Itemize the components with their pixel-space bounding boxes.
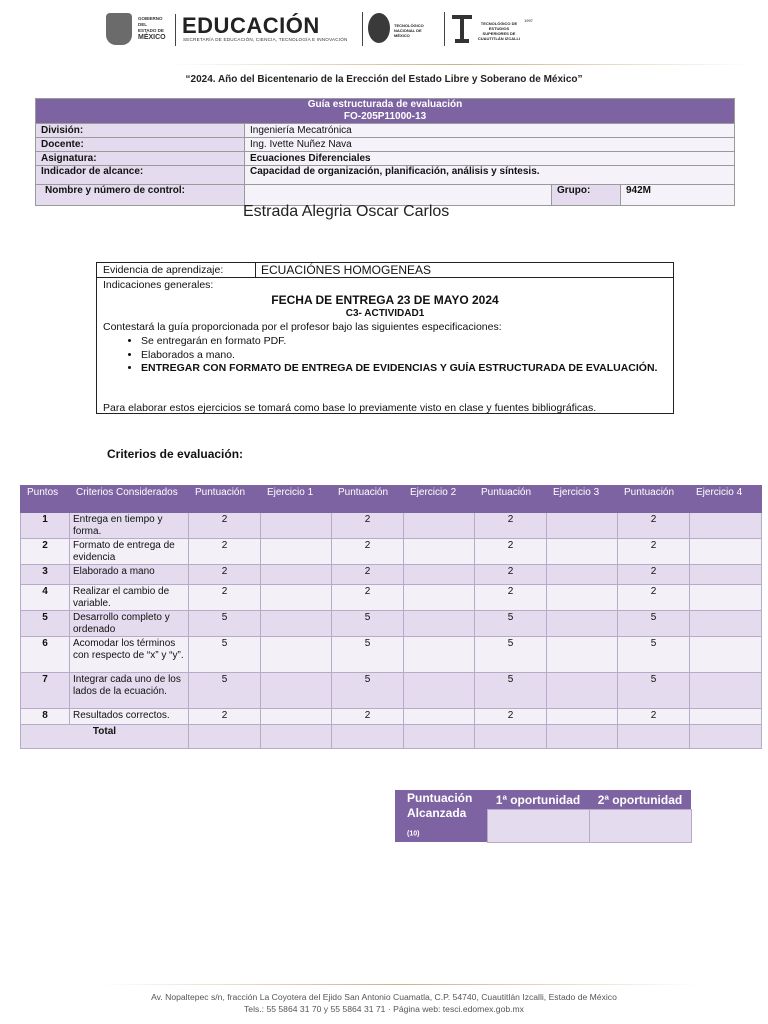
- criterion-text: Formato de entrega de evidencia: [70, 539, 189, 565]
- exercise-score-cell[interactable]: [261, 637, 332, 673]
- criterion-number: 3: [21, 565, 70, 585]
- evidence-footer: Para elaborar estos ejercicios se tomará como base lo previamente visto en clase y fuentes bibliográficas.: [103, 402, 597, 414]
- table-row: [21, 513, 762, 539]
- tecnm-label: TECNOLÓGICO NACIONAL DE MÉXICO: [394, 23, 424, 38]
- estado-line-3: MÉXICO: [138, 34, 166, 41]
- exercise-score-cell[interactable]: [547, 565, 618, 585]
- criterion-text: Entrega en tiempo y forma.: [70, 513, 189, 539]
- criterion-points: 2: [618, 565, 690, 585]
- total-row: [21, 725, 762, 749]
- criterion-text: Desarrollo completo y ordenado: [70, 611, 189, 637]
- exercise-score-cell[interactable]: [404, 585, 475, 611]
- motto: “2024. Año del Bicentenario de la Erección del Estado Libre y Soberano de México”: [185, 74, 583, 85]
- teacher-label: Docente:: [36, 138, 245, 152]
- column-header: Ejercicio 2: [404, 486, 475, 513]
- column-header: Puntuación: [475, 486, 547, 513]
- criterion-number: 8: [21, 709, 70, 725]
- exercise-score-cell[interactable]: [547, 539, 618, 565]
- education-title: EDUCACIÓN: [182, 13, 320, 38]
- score-box: [395, 790, 692, 843]
- criteria-table: [20, 485, 762, 749]
- total-cell[interactable]: [475, 725, 547, 749]
- criterion-text: Realizar el cambio de variable.: [70, 585, 189, 611]
- criterion-points: 2: [475, 565, 547, 585]
- column-header: Puntuación: [189, 486, 261, 513]
- criterion-points: 2: [332, 513, 404, 539]
- criterion-text: Acomodar los términos con respecto de “x” y “y”.: [70, 637, 189, 673]
- guide-info-table: [35, 98, 735, 206]
- total-cell[interactable]: [332, 725, 404, 749]
- column-header: Ejercicio 1: [261, 486, 332, 513]
- list-item: • ENTREGAR CON FORMATO DE ENTREGA DE EVIDENCIAS Y GUÍA ESTRUCTURADA DE EVALUACIÓN.: [141, 362, 661, 376]
- first-chance-header: 1ª oportunidad: [487, 790, 589, 810]
- exercise-score-cell[interactable]: [547, 637, 618, 673]
- criterion-points: 2: [618, 513, 690, 539]
- table-row: [21, 539, 762, 565]
- division-label: División:: [36, 124, 245, 138]
- page-footer: [0, 991, 768, 1015]
- student-name: Estrada Alegria Oscar Carlos: [243, 203, 450, 220]
- activity-name: C3- ACTIVIDAD1: [345, 308, 425, 319]
- due-date: FECHA DE ENTREGA 23 DE MAYO 2024: [271, 293, 499, 307]
- column-header: Ejercicio 4: [690, 486, 762, 513]
- exercise-score-cell[interactable]: [547, 513, 618, 539]
- footer-address: Av. Nopaltepec s/n, fracción La Coyotera del Ejido San Antonio Cuamatla, C.P. 54740, Cuautitlán Izcalli, Estado de México: [151, 992, 617, 1002]
- list-item: • Elaborados a mano.: [141, 349, 661, 363]
- evidence-label: Evidencia de aprendizaje:: [103, 264, 224, 276]
- total-cell[interactable]: [618, 725, 690, 749]
- instructions-list: [125, 335, 661, 376]
- exercise-score-cell[interactable]: [690, 565, 762, 585]
- criterion-number: 2: [21, 539, 70, 565]
- student-label: Nombre y número de control:: [36, 185, 245, 206]
- tesci-label: TECNOLÓGICO DE ESTUDIOS SUPERIORES DE CUAUTITLÁN IZCALLI: [477, 21, 521, 41]
- column-header: Ejercicio 3: [547, 486, 618, 513]
- column-header: Puntos: [21, 486, 70, 513]
- group-label: Grupo:: [552, 185, 621, 206]
- exercise-score-cell[interactable]: [690, 673, 762, 709]
- exercise-score-cell[interactable]: [261, 513, 332, 539]
- criterion-points: 2: [475, 539, 547, 565]
- criterion-points: 5: [332, 673, 404, 709]
- first-chance-score[interactable]: [487, 810, 589, 842]
- scope-label: Indicador de alcance:: [36, 166, 245, 185]
- total-cell[interactable]: [404, 725, 475, 749]
- total-cell[interactable]: [690, 725, 762, 749]
- column-header: Criterios Considerados: [70, 486, 189, 513]
- header-divider: [362, 12, 363, 46]
- header-rule: [170, 64, 750, 65]
- estado-line-2: ESTADO DE: [138, 28, 164, 33]
- column-header: Puntuación: [618, 486, 690, 513]
- tecnm-logo-icon: [368, 13, 390, 43]
- exercise-score-cell[interactable]: [261, 565, 332, 585]
- criterion-points: 5: [189, 611, 261, 637]
- tesci-logo-icon: [452, 15, 472, 43]
- criterion-points: 5: [618, 637, 690, 673]
- evidence-divider: [255, 263, 256, 277]
- exercise-score-cell[interactable]: [261, 585, 332, 611]
- criterion-number: 1: [21, 513, 70, 539]
- total-cell[interactable]: [189, 725, 261, 749]
- exercise-score-cell[interactable]: [261, 611, 332, 637]
- subject-label: Asignatura:: [36, 152, 245, 166]
- criterion-points: 5: [475, 637, 547, 673]
- division-value: Ingeniería Mecatrónica: [245, 124, 735, 138]
- criterion-text: Elaborado a mano: [70, 565, 189, 585]
- criterion-text: Resultados correctos.: [70, 709, 189, 725]
- instructions: Contestará la guía proporcionada por el profesor bajo las siguientes especificaciones:: [103, 321, 502, 333]
- table-row: [21, 637, 762, 673]
- exercise-score-cell[interactable]: [404, 611, 475, 637]
- criterion-points: 2: [618, 709, 690, 725]
- criterion-points: 2: [332, 709, 404, 725]
- guide-title: Guía estructurada de evaluación: [307, 99, 463, 110]
- second-chance-header: 2ª oportunidad: [589, 790, 691, 810]
- criterion-points: 2: [332, 565, 404, 585]
- table-header-row: [21, 486, 762, 513]
- exercise-score-cell[interactable]: [404, 637, 475, 673]
- exercise-score-cell[interactable]: [547, 585, 618, 611]
- scope-value: Capacidad de organización, planificación, análisis y síntesis.: [245, 166, 735, 185]
- exercise-score-cell[interactable]: [404, 709, 475, 725]
- evidence-value: ECUACIÓNES HOMOGENEAS: [261, 263, 432, 277]
- group-value: 942M: [621, 185, 735, 206]
- estado-mexico-seal-icon: [106, 13, 132, 45]
- criterion-points: 2: [475, 513, 547, 539]
- exercise-score-cell[interactable]: [261, 709, 332, 725]
- exercise-score-cell[interactable]: [547, 673, 618, 709]
- criterion-points: 2: [618, 585, 690, 611]
- criterion-number: 5: [21, 611, 70, 637]
- criterion-points: 2: [475, 709, 547, 725]
- table-row: [21, 611, 762, 637]
- criterion-points: 5: [618, 673, 690, 709]
- evidence-box: [96, 262, 674, 414]
- criterion-points: 2: [189, 709, 261, 725]
- criterion-points: 5: [618, 611, 690, 637]
- exercise-score-cell[interactable]: [547, 709, 618, 725]
- score-label: [395, 790, 487, 842]
- criterion-number: 6: [21, 637, 70, 673]
- subject-value: Ecuaciones Diferenciales: [245, 152, 735, 166]
- criterion-points: 2: [618, 539, 690, 565]
- criterion-points: 2: [189, 539, 261, 565]
- criterion-points: 2: [189, 565, 261, 585]
- criterion-points: 2: [332, 539, 404, 565]
- table-row: [21, 585, 762, 611]
- table-row: [21, 709, 762, 725]
- exercise-score-cell[interactable]: [404, 673, 475, 709]
- exercise-score-cell[interactable]: [690, 611, 762, 637]
- score-label-sub: (10): [407, 830, 420, 838]
- table-row: [21, 565, 762, 585]
- exercise-score-cell[interactable]: [404, 513, 475, 539]
- total-cell[interactable]: [261, 725, 332, 749]
- teacher-value: Ing. Ivette Nuñez Nava: [245, 138, 735, 152]
- footer-rule: [100, 984, 700, 985]
- tesci-year: 1997: [524, 18, 533, 23]
- exercise-score-cell[interactable]: [261, 539, 332, 565]
- criterion-points: 5: [332, 611, 404, 637]
- criterion-points: 5: [189, 673, 261, 709]
- criterion-text: Integrar cada uno de los lados de la ecuación.: [70, 673, 189, 709]
- exercise-score-cell[interactable]: [404, 565, 475, 585]
- criterion-points: 5: [475, 673, 547, 709]
- total-cell[interactable]: [547, 725, 618, 749]
- guide-code: FO-205P11000-13: [343, 111, 427, 122]
- criterion-points: 2: [189, 513, 261, 539]
- score-label-text: Puntuación Alcanzada: [407, 791, 473, 820]
- estado-line-1: GOBIERNO DEL: [138, 16, 163, 27]
- table-row: [21, 673, 762, 709]
- exercise-score-cell[interactable]: [690, 539, 762, 565]
- page-header: [100, 10, 540, 52]
- criterion-number: 4: [21, 585, 70, 611]
- criterion-points: 5: [332, 637, 404, 673]
- evidence-row: [97, 263, 673, 278]
- list-item: • Se entregarán en formato PDF.: [141, 335, 661, 349]
- exercise-score-cell[interactable]: [690, 709, 762, 725]
- header-divider: [175, 14, 176, 46]
- exercise-score-cell[interactable]: [404, 539, 475, 565]
- indications-label: Indicaciones generales:: [103, 279, 214, 291]
- criterion-points: 2: [475, 585, 547, 611]
- exercise-score-cell[interactable]: [547, 611, 618, 637]
- criterion-points: 2: [332, 585, 404, 611]
- estado-mexico-label: [138, 16, 172, 42]
- criteria-title: Criterios de evaluación:: [107, 447, 244, 461]
- exercise-score-cell[interactable]: [690, 637, 762, 673]
- education-subtitle: SECRETARÍA DE EDUCACIÓN, CIENCIA, TECNOLOGÍA E INNOVACIÓN: [183, 37, 348, 42]
- second-chance-score[interactable]: [589, 810, 691, 842]
- criterion-points: 5: [189, 637, 261, 673]
- exercise-score-cell[interactable]: [261, 673, 332, 709]
- exercise-score-cell[interactable]: [690, 585, 762, 611]
- total-label: Total: [21, 725, 189, 749]
- exercise-score-cell[interactable]: [690, 513, 762, 539]
- criterion-number: 7: [21, 673, 70, 709]
- column-header: Puntuación: [332, 486, 404, 513]
- header-divider: [444, 12, 445, 46]
- criterion-points: 2: [189, 585, 261, 611]
- criterion-points: 5: [475, 611, 547, 637]
- footer-contact: Tels.: 55 5864 31 70 y 55 5864 31 71 · Página web: tesci.edomex.gob.mx: [244, 1004, 524, 1014]
- guide-header: [36, 99, 735, 124]
